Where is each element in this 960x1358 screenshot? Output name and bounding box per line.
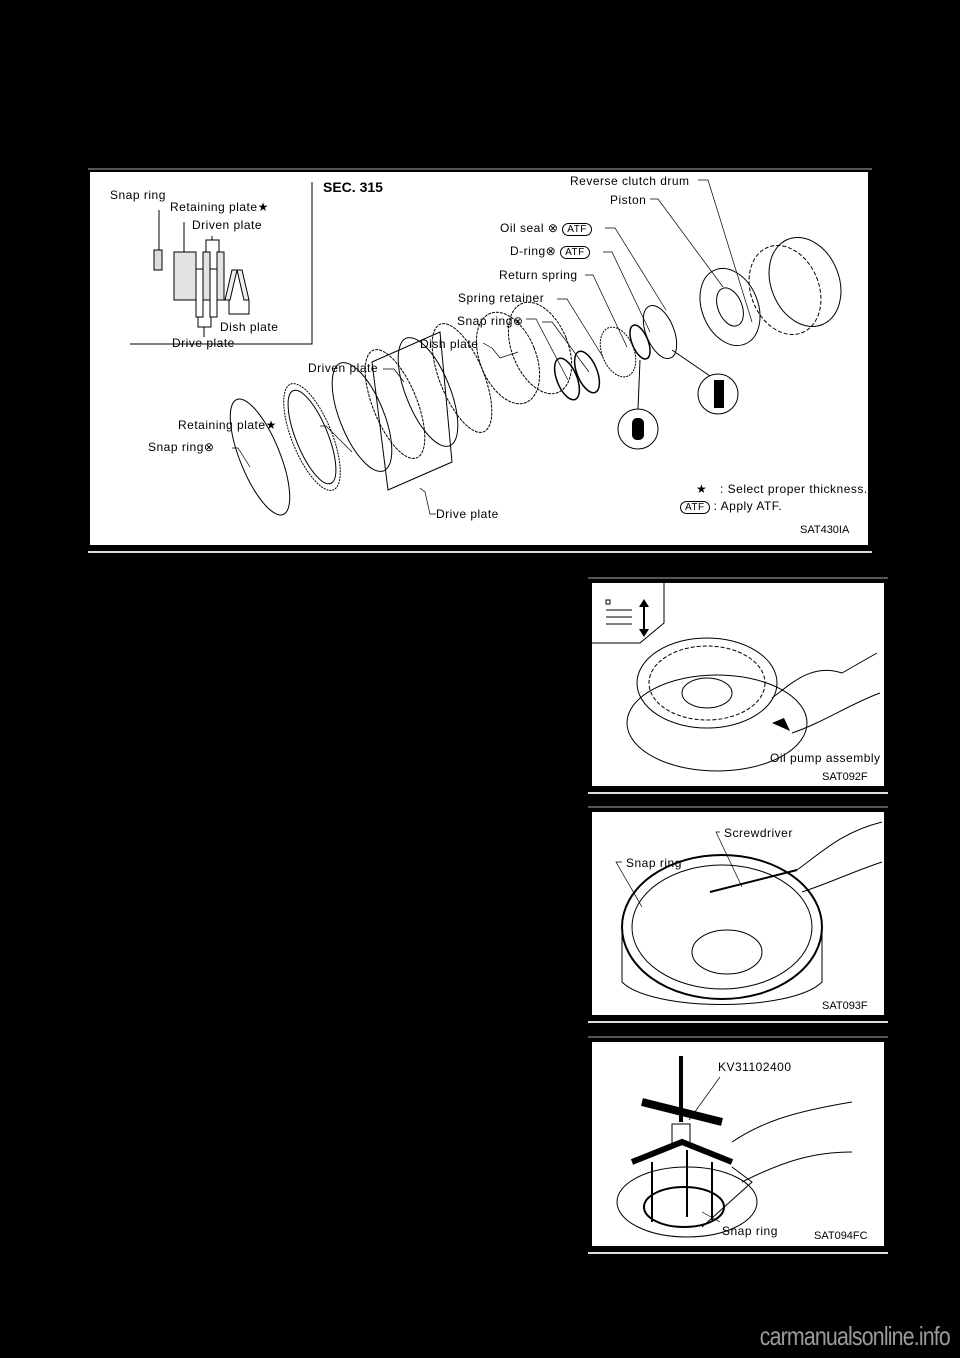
star-icon: ★ bbox=[696, 482, 708, 496]
label-tool-number: KV31102400 bbox=[718, 1060, 792, 1074]
label-snap-ring-upper: Snap ring⊗ bbox=[457, 314, 524, 328]
figure-2-frame bbox=[588, 806, 888, 1023]
main-exploded-diagram bbox=[90, 172, 868, 545]
label-drive-plate: Drive plate bbox=[436, 507, 499, 521]
label-piston: Piston bbox=[610, 193, 647, 207]
figure-screwdriver-snap-ring bbox=[592, 812, 884, 1015]
label-spring-retainer: Spring retainer bbox=[458, 291, 545, 305]
replace-icon: ⊗ bbox=[203, 440, 215, 454]
legend-apply-atf: ATF : Apply ATF. bbox=[680, 499, 782, 515]
label-oil-pump-assembly: Oil pump assembly bbox=[770, 751, 881, 765]
label-snap-ring-lower: Snap ring⊗ bbox=[148, 440, 215, 454]
inset-label-dish-plate: Dish plate bbox=[220, 320, 279, 334]
inset-label-snap-ring: Snap ring bbox=[110, 188, 166, 202]
snap-ring-removal-drawing bbox=[592, 812, 884, 1015]
replace-icon: ⊗ bbox=[545, 244, 557, 258]
label-snap-ring: Snap ring bbox=[626, 856, 682, 870]
figure-code: SAT430IA bbox=[800, 524, 850, 536]
label-retaining-plate: Retaining plate★ bbox=[178, 418, 277, 432]
figure-1-frame bbox=[588, 577, 888, 794]
label-dish-plate: Dish plate bbox=[420, 337, 479, 351]
legend-thickness: ★ : Select proper thickness. bbox=[696, 482, 868, 496]
label-oil-seal: Oil seal ⊗ ATF bbox=[500, 221, 592, 237]
inset-label-driven-plate: Driven plate bbox=[192, 218, 263, 232]
label-reverse-clutch-drum: Reverse clutch drum bbox=[570, 174, 690, 188]
inset-label-retaining-plate: Retaining plate★ bbox=[170, 200, 269, 214]
figure-code: SAT092F bbox=[822, 771, 868, 783]
inset-label-drive-plate: Drive plate bbox=[172, 336, 235, 350]
atf-badge: ATF bbox=[680, 501, 710, 514]
figure-code: SAT094FC bbox=[814, 1230, 868, 1242]
figure-code: SAT093F bbox=[822, 1000, 868, 1012]
label-d-ring: D-ring⊗ ATF bbox=[510, 244, 590, 260]
star-icon: ★ bbox=[257, 200, 269, 214]
label-driven-plate: Driven plate bbox=[308, 361, 379, 375]
label-snap-ring: Snap ring bbox=[722, 1224, 778, 1238]
star-icon: ★ bbox=[265, 418, 277, 432]
watermark: carmanualsonline.info bbox=[759, 1321, 950, 1351]
label-screwdriver: Screwdriver bbox=[724, 826, 793, 840]
figure-3-frame bbox=[588, 1036, 888, 1254]
replace-icon: ⊗ bbox=[547, 221, 559, 235]
figure-oil-pump bbox=[592, 583, 884, 786]
atf-badge: ATF bbox=[562, 223, 592, 236]
section-number: SEC. 315 bbox=[323, 179, 383, 195]
figure-compressor-tool bbox=[592, 1042, 884, 1246]
replace-icon: ⊗ bbox=[512, 314, 524, 328]
main-figure-frame bbox=[88, 168, 872, 553]
atf-badge: ATF bbox=[560, 246, 590, 259]
label-return-spring: Return spring bbox=[499, 268, 578, 282]
